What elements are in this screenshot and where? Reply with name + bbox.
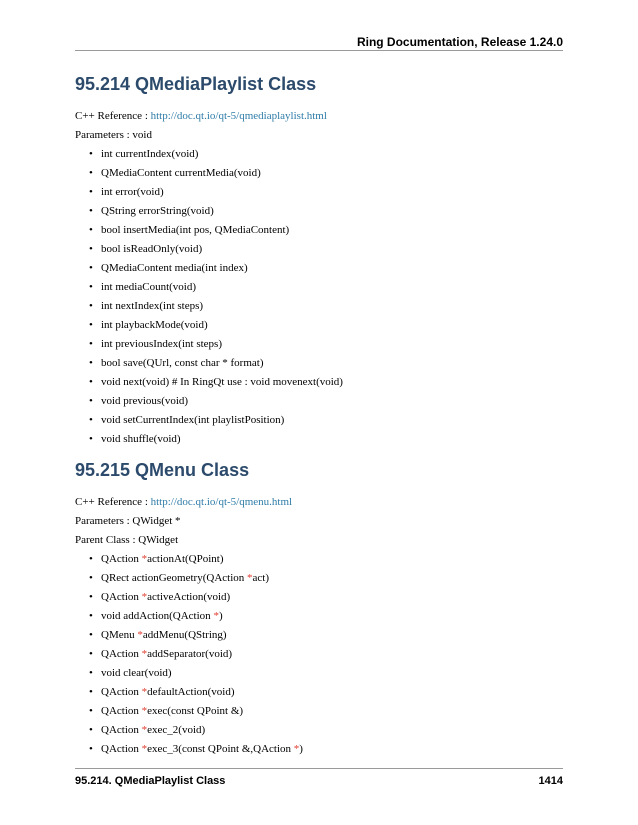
parent-class-line: Parent Class : QWidget: [75, 534, 179, 546]
reference-label: C++ Reference :: [75, 496, 151, 508]
method-signature: bool isReadOnly(void): [101, 243, 203, 255]
bullet-icon: •: [89, 724, 93, 736]
method-signature: int previousIndex(int steps): [101, 338, 222, 350]
method-signature-part: QAction: [101, 686, 142, 698]
method-signature: int playbackMode(void): [101, 319, 208, 331]
bullet-icon: •: [89, 224, 93, 236]
bullet-icon: •: [89, 262, 93, 274]
reference-label: C++ Reference :: [75, 110, 151, 122]
bullet-icon: •: [89, 395, 93, 407]
method-item: [75, 552, 563, 566]
bullet-icon: •: [89, 553, 93, 565]
pointer-asterisk: *: [141, 553, 148, 565]
method-signature: QMediaContent media(int index): [101, 262, 248, 274]
method-signature-part: addMenu(QString): [142, 629, 227, 641]
pointer-asterisk: *: [137, 629, 143, 641]
pointer-asterisk: *: [141, 648, 148, 660]
page-content: [75, 72, 563, 756]
bullet-icon: •: [89, 705, 93, 717]
method-item: [75, 666, 563, 680]
method-signature-part: QRect actionGeometry(QAction: [101, 572, 248, 584]
bullet-icon: •: [89, 743, 93, 755]
method-signature-part: addSeparator(void): [147, 648, 233, 660]
section-title-qmediaplaylist: 95.214 QMediaPlaylist Class: [75, 74, 317, 94]
method-signature-part: ): [299, 743, 303, 755]
method-item: [75, 628, 563, 642]
bullet-icon: •: [89, 338, 93, 350]
method-item: [75, 704, 563, 718]
method-item: [75, 723, 563, 737]
bullet-icon: •: [89, 610, 93, 622]
method-signature-part: void clear(void): [101, 667, 172, 679]
qmenu-reference-link[interactable]: http://doc.qt.io/qt-5/qmenu.html: [150, 496, 293, 508]
page-footer: [75, 772, 563, 790]
pointer-asterisk: *: [141, 724, 148, 736]
bullet-icon: •: [89, 319, 93, 331]
method-signature: void setCurrentIndex(int playlistPosition): [101, 414, 285, 426]
method-item: [75, 147, 563, 161]
method-item: [75, 571, 563, 585]
method-signature-part: QMenu: [101, 629, 138, 641]
method-item: [75, 299, 563, 313]
method-signature-part: act): [252, 572, 269, 584]
method-signature: int mediaCount(void): [101, 281, 197, 293]
pointer-asterisk: *: [141, 591, 148, 603]
section-qmenu: [75, 459, 563, 756]
method-signature-part: ): [218, 610, 223, 622]
method-item: [75, 685, 563, 699]
method-item: [75, 337, 563, 351]
method-list-qmenu: [75, 552, 563, 756]
method-signature: int nextIndex(int steps): [101, 300, 204, 312]
bullet-icon: •: [89, 648, 93, 660]
bullet-icon: •: [89, 591, 93, 603]
pointer-asterisk: *: [141, 705, 148, 717]
bullet-icon: •: [89, 433, 93, 445]
method-signature: void previous(void): [101, 395, 189, 407]
method-signature-part: QAction: [101, 724, 142, 736]
method-item: [75, 261, 563, 275]
method-item: [75, 394, 563, 408]
bullet-icon: •: [89, 629, 93, 641]
method-item: [75, 609, 563, 623]
method-item: [75, 432, 563, 446]
bullet-icon: •: [89, 357, 93, 369]
bullet-icon: •: [89, 186, 93, 198]
method-signature: QString errorString(void): [101, 205, 214, 217]
pointer-asterisk: *: [141, 686, 148, 698]
bullet-icon: •: [89, 167, 93, 179]
method-item: [75, 375, 563, 389]
method-item: [75, 185, 563, 199]
pointer-asterisk: *: [141, 743, 148, 755]
method-signature: void shuffle(void): [101, 433, 181, 445]
method-item: [75, 166, 563, 180]
method-signature: int error(void): [101, 186, 164, 198]
method-signature-part: QAction: [101, 648, 142, 660]
bullet-icon: •: [89, 686, 93, 698]
method-item: [75, 204, 563, 218]
method-signature-part: void addAction(QAction: [101, 610, 214, 622]
pointer-asterisk: *: [293, 743, 300, 755]
method-signature-part: exec_2(void): [147, 724, 206, 736]
method-item: [75, 413, 563, 427]
header-divider: [75, 50, 563, 51]
method-list-qmediaplaylist: [75, 147, 563, 446]
method-signature-part: actionAt(QPoint): [147, 553, 224, 565]
method-signature: int currentIndex(void): [101, 148, 199, 160]
section-qmediaplaylist: [75, 73, 563, 446]
method-item: [75, 223, 563, 237]
bullet-icon: •: [89, 300, 93, 312]
method-item: [75, 590, 563, 604]
footer-divider: [75, 768, 563, 769]
page-number: 1414: [538, 775, 563, 787]
pointer-asterisk: *: [247, 572, 253, 584]
method-item: [75, 742, 563, 756]
qmediaplaylist-reference-link[interactable]: http://doc.qt.io/qt-5/qmediaplaylist.html: [150, 110, 327, 122]
method-signature: bool save(QUrl, const char * format): [101, 357, 264, 369]
cpp-reference-line: [75, 495, 563, 509]
method-item: [75, 280, 563, 294]
method-signature-part: QAction: [101, 553, 142, 565]
bullet-icon: •: [89, 376, 93, 388]
method-item: [75, 318, 563, 332]
parameters-line: Parameters : void: [75, 129, 152, 141]
method-signature-part: QAction: [101, 705, 142, 717]
bullet-icon: •: [89, 205, 93, 217]
parameters-line: Parameters : QWidget *: [75, 515, 181, 527]
bullet-icon: •: [89, 148, 93, 160]
page-header: Ring Documentation, Release 1.24.0: [356, 35, 563, 49]
method-signature-part: QAction: [101, 591, 142, 603]
section-title-qmenu: 95.215 QMenu Class: [75, 460, 250, 480]
method-item: [75, 242, 563, 256]
pointer-asterisk: *: [213, 610, 219, 622]
method-signature: bool insertMedia(int pos, QMediaContent): [101, 224, 290, 236]
method-signature-part: exec(const QPoint &): [147, 705, 244, 717]
method-signature-part: exec_3(const QPoint &,QAction: [147, 743, 294, 755]
bullet-icon: •: [89, 414, 93, 426]
bullet-icon: •: [89, 243, 93, 255]
method-signature-part: activeAction(void): [147, 591, 231, 603]
cpp-reference-line: [75, 109, 563, 123]
method-signature: QMediaContent currentMedia(void): [101, 167, 261, 179]
bullet-icon: •: [89, 572, 93, 584]
method-signature: void next(void) # In RingQt use : void movenext(void): [101, 376, 343, 388]
method-item: [75, 356, 563, 370]
method-signature-part: defaultAction(void): [147, 686, 235, 698]
method-item: [75, 647, 563, 661]
footer-section: 95.214. QMediaPlaylist Class: [75, 775, 226, 787]
bullet-icon: •: [89, 667, 93, 679]
bullet-icon: •: [89, 281, 93, 293]
method-signature-part: QAction: [101, 743, 142, 755]
